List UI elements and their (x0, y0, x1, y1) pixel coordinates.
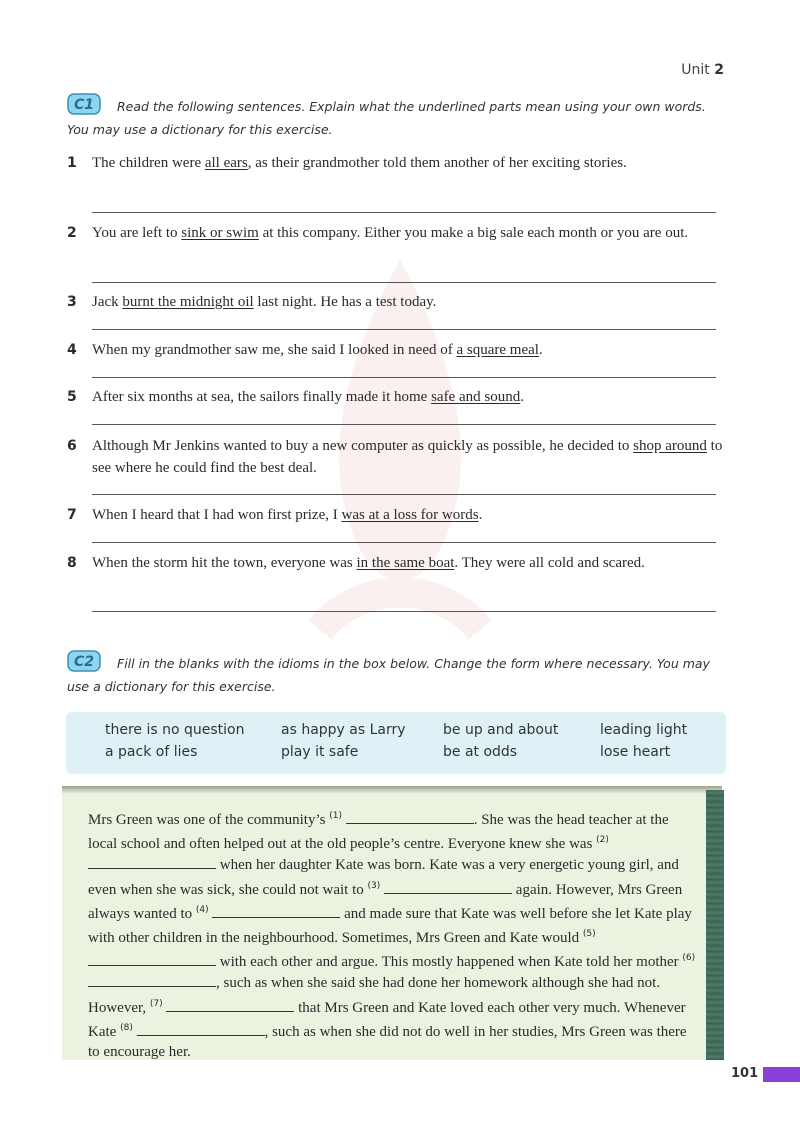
question-2: 2 You are left to sink or swim at this company. Either you make a big sale each month or you are out. (67, 225, 689, 241)
svg-text:C2: C2 (73, 654, 95, 670)
underlined-idiom: safe and sound (431, 389, 521, 405)
c1-badge-icon (67, 93, 101, 115)
underlined-idiom: a square meal (456, 342, 539, 358)
blank-8[interactable] (137, 1021, 265, 1036)
c2-badge-icon (67, 650, 101, 672)
question-3: 3 Jack burnt the midnight oil last night. He has a test today. (67, 294, 437, 310)
question-1: 1 The children were all ears, as their grandmother told them another of her exciting stories. (67, 155, 627, 171)
underlined-idiom: burnt the midnight oil (122, 294, 254, 310)
underlined-idiom: in the same boat (356, 555, 455, 571)
question-8: 8 When the storm hit the town, everyone was in the same boat. They were all cold and scared. (67, 555, 645, 571)
question-6: 6 Although Mr Jenkins wanted to buy a new computer as quickly as possible, he decided to shop around to see where he could find the best deal. (67, 438, 723, 476)
unit-header: Unit 2 (681, 62, 724, 78)
cloze-passage: Mrs Green was one of the community’s $^{(1)}$ . She was the head teacher at the local school and often helped out at the old people’s centre. Everyone knew she was $^{(2)}$ when her daughter Kate was born. Kate was a very energetic young girl, and even when she was sick, she could not wait to $^{(3)}$ again. However, Mrs Green always wanted to $^{(4)}$ and made sure that Kate was well before she let Kate play with other children in the neighbourhood. Sometimes, Mrs Green and Kate would $^{(5)}$ with each other and argue. This mostly happened when Kate told her mother $^{(6)}$ , such as when she said she had done her homework although she had not. However, $^{(7)}$ that Mrs Green and Kate loved each other very much. Whenever Kate $^{(8)}$ , such as when she did not do well in her studies, Mrs Green was there to encourage her. (88, 811, 696, 1061)
answer-line-7[interactable] (92, 542, 716, 543)
answer-line-5[interactable] (92, 424, 716, 425)
idiom-item: be at odds (443, 744, 518, 760)
blank-2[interactable] (88, 854, 216, 869)
idiom-box (66, 712, 726, 774)
answer-line-1[interactable] (92, 212, 716, 213)
blank-6[interactable] (88, 972, 216, 987)
idiom-item: leading light (600, 722, 688, 738)
c2-instruction-block (67, 650, 727, 698)
answer-line-6[interactable] (92, 494, 716, 495)
question-5: 5 After six months at sea, the sailors finally made it home safe and sound. (67, 389, 524, 405)
blank-1[interactable] (346, 809, 474, 824)
passage-spine (706, 790, 724, 1060)
underlined-idiom: shop around (633, 438, 707, 454)
svg-text:C1: C1 (73, 97, 95, 113)
idiom-item: a pack of lies (105, 744, 198, 760)
answer-line-3[interactable] (92, 329, 716, 330)
underlined-idiom: was at a loss for words (341, 507, 479, 523)
idiom-item: be up and about (443, 722, 559, 738)
blank-3[interactable] (384, 879, 512, 894)
blank-5[interactable] (88, 951, 216, 966)
blank-7[interactable] (166, 997, 294, 1012)
page-tab (763, 1067, 800, 1082)
c1-instruction-block (67, 93, 727, 141)
passage-frame (62, 786, 722, 794)
c2-instruction: Fill in the blanks with the idioms in the box below. Change the form where necessary. You may use a dictionary for this exercise. (67, 656, 710, 694)
idiom-item: play it safe (281, 744, 359, 760)
c1-instruction: Read the following sentences. Explain what the underlined parts mean using your own words. You may use a dictionary for this exercise. (67, 99, 706, 137)
question-7: 7 When I heard that I had won first prize, I was at a loss for words. (67, 507, 483, 523)
answer-line-8[interactable] (92, 611, 716, 612)
blank-4[interactable] (212, 903, 340, 918)
answer-line-2[interactable] (92, 282, 716, 283)
idiom-item: lose heart (600, 744, 671, 760)
idiom-item: there is no question (105, 722, 245, 738)
answer-line-4[interactable] (92, 377, 716, 378)
underlined-idiom: sink or swim (181, 225, 259, 241)
underlined-idiom: all ears (204, 155, 248, 171)
idiom-item: as happy as Larry (281, 722, 406, 738)
question-4: 4 When my grandmother saw me, she said I looked in need of a square meal. (67, 342, 543, 358)
page-number: 101 (731, 1066, 759, 1081)
